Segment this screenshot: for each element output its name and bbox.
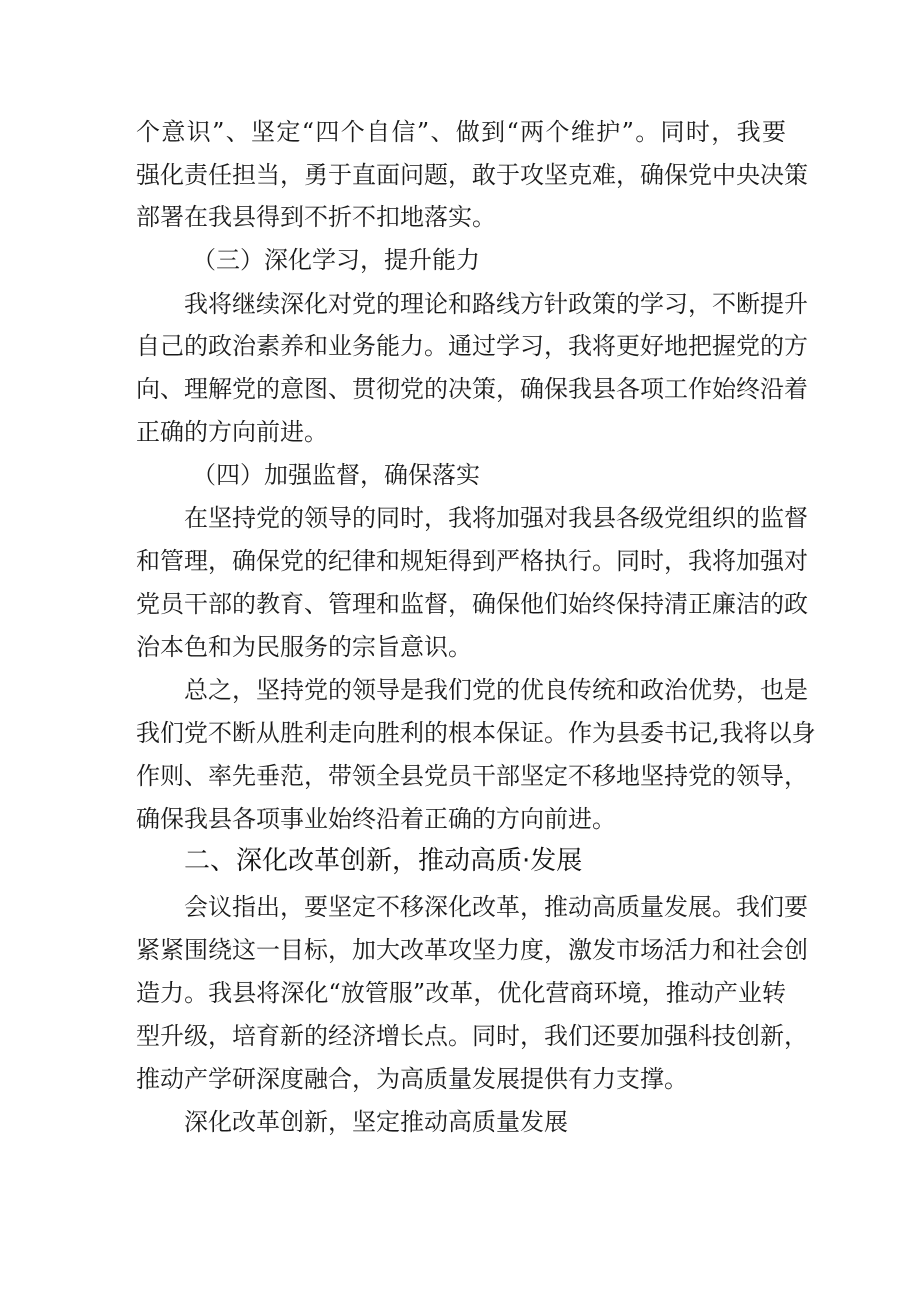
paragraph-line: 和管理，确保党的纪律和规矩得到严格执行。同时，我将加强对 [136, 547, 808, 575]
paragraph-line: 确保我县各项事业始终沿着正确的方向前进。 [136, 805, 616, 833]
paragraph-line: 造力。我县将深化“放管服”改革，优化营商环境，推动产业转 [136, 979, 786, 1007]
paragraph-line: 作则、率先垂范，带领全县党员干部坚定不移地坚持党的领导， [136, 762, 808, 790]
closing-line: 深化改革创新，坚定推动高质量发展 [184, 1108, 568, 1136]
paragraph-line: 向、理解党的意图、贯彻党的决策，确保我县各项工作始终沿着 [136, 375, 808, 403]
paragraph-line: 正确的方向前进。 [136, 418, 328, 446]
subheading-three: （三）深化学习，提升能力 [192, 246, 480, 274]
paragraph-line: 部署在我县得到不折不扣地落实。 [136, 203, 496, 231]
paragraph-line: 紧紧围绕这一目标，加大改革攻坚力度，激发市场活力和社会创 [136, 936, 808, 964]
paragraph-line: 总之，坚持党的领导是我们党的优良传统和政治优势，也是 [184, 676, 808, 704]
paragraph-line: 个意识”、坚定“四个自信”、做到“两个维护”。同时，我要 [136, 118, 786, 146]
paragraph-line: 党员干部的教育、管理和监督，确保他们始终保持清正廉洁的政 [136, 590, 808, 618]
paragraph-line: 我将继续深化对党的理论和路线方针政策的学习，不断提升 [184, 290, 808, 318]
paragraph-line: 自己的政治素养和业务能力。通过学习，我将更好地把握党的方 [136, 332, 808, 360]
paragraph-line: 在坚持党的领导的同时，我将加强对我县各级党组织的监督 [184, 504, 808, 532]
paragraph-line: 治本色和为民服务的宗旨意识。 [136, 633, 472, 661]
paragraph-line: 型升级，培育新的经济增长点。同时，我们还要加强科技创新， [136, 1022, 808, 1050]
section-heading: 二、深化改革创新，推动高质·发展 [184, 846, 583, 876]
paragraph-line: 我们党不断从胜利走向胜利的根本保证。作为县委书记,我将以身 [136, 719, 816, 747]
paragraph-line: 会议指出，要坚定不移深化改革，推动高质量发展。我们要 [184, 893, 808, 921]
paragraph-line: 推动产学研深度融合，为高质量发展提供有力支撑。 [136, 1065, 688, 1093]
subheading-four: （四）加强监督，确保落实 [192, 461, 480, 489]
paragraph-line: 强化责任担当，勇于直面问题，敢于攻坚克难，确保党中央决策 [136, 161, 808, 189]
